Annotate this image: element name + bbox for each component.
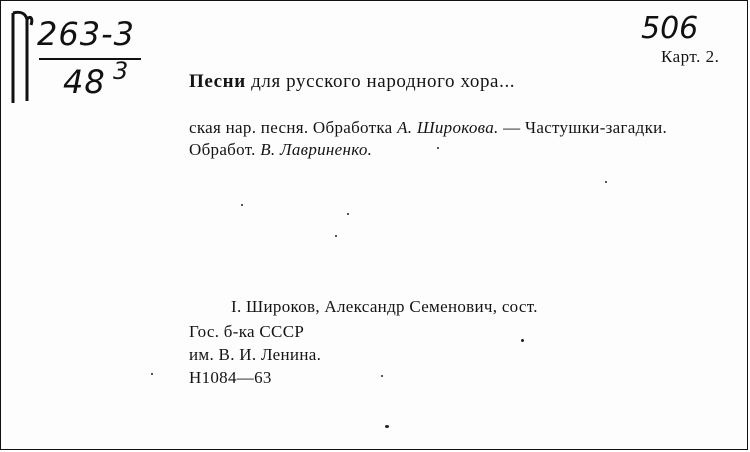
scan-speck bbox=[151, 373, 153, 375]
scan-speck bbox=[521, 339, 524, 342]
scan-speck bbox=[347, 213, 349, 215]
contents-line-1-tail: — Частушки-загадки. bbox=[498, 118, 668, 137]
shelf-mark-bottom: 48 bbox=[63, 63, 106, 101]
title-rest: для русского народного хора... bbox=[245, 71, 516, 92]
arranger-name-2: В. Лавриненко. bbox=[260, 140, 373, 159]
card-number: Карт. 2. bbox=[661, 47, 720, 66]
contents-line-2 bbox=[189, 139, 667, 161]
scan-speck bbox=[437, 147, 439, 149]
contents-line-1 bbox=[189, 117, 667, 139]
contents-line-1-text: ская нар. песня. Обработка bbox=[189, 118, 398, 137]
shelf-mark-top: 263-3 bbox=[37, 15, 135, 53]
scan-speck bbox=[335, 235, 337, 237]
scan-speck bbox=[381, 375, 383, 377]
card-title bbox=[189, 71, 515, 93]
scan-speck bbox=[241, 204, 243, 206]
arranger-name-1: А. Широкова. bbox=[397, 118, 499, 137]
contents-note bbox=[189, 117, 667, 161]
shelf-bracket-mark bbox=[7, 9, 35, 107]
tracing-compiler: I. Широков, Александр Семенович, сост. bbox=[231, 297, 538, 316]
title-bold-word: Песни bbox=[189, 71, 246, 92]
contents-line-2-text: Обработ. bbox=[189, 140, 261, 159]
library-line-2: им. В. И. Ленина. bbox=[189, 345, 322, 364]
library-line-1: Гос. б-ка СССР bbox=[189, 322, 305, 341]
inventory-mark: 506 bbox=[641, 11, 699, 46]
scan-speck bbox=[385, 425, 389, 428]
scan-speck bbox=[605, 181, 607, 183]
library-line-3: Н1084—63 bbox=[189, 368, 272, 387]
library-imprint bbox=[189, 320, 321, 389]
shelf-mark-superscript: 3 bbox=[113, 57, 129, 85]
